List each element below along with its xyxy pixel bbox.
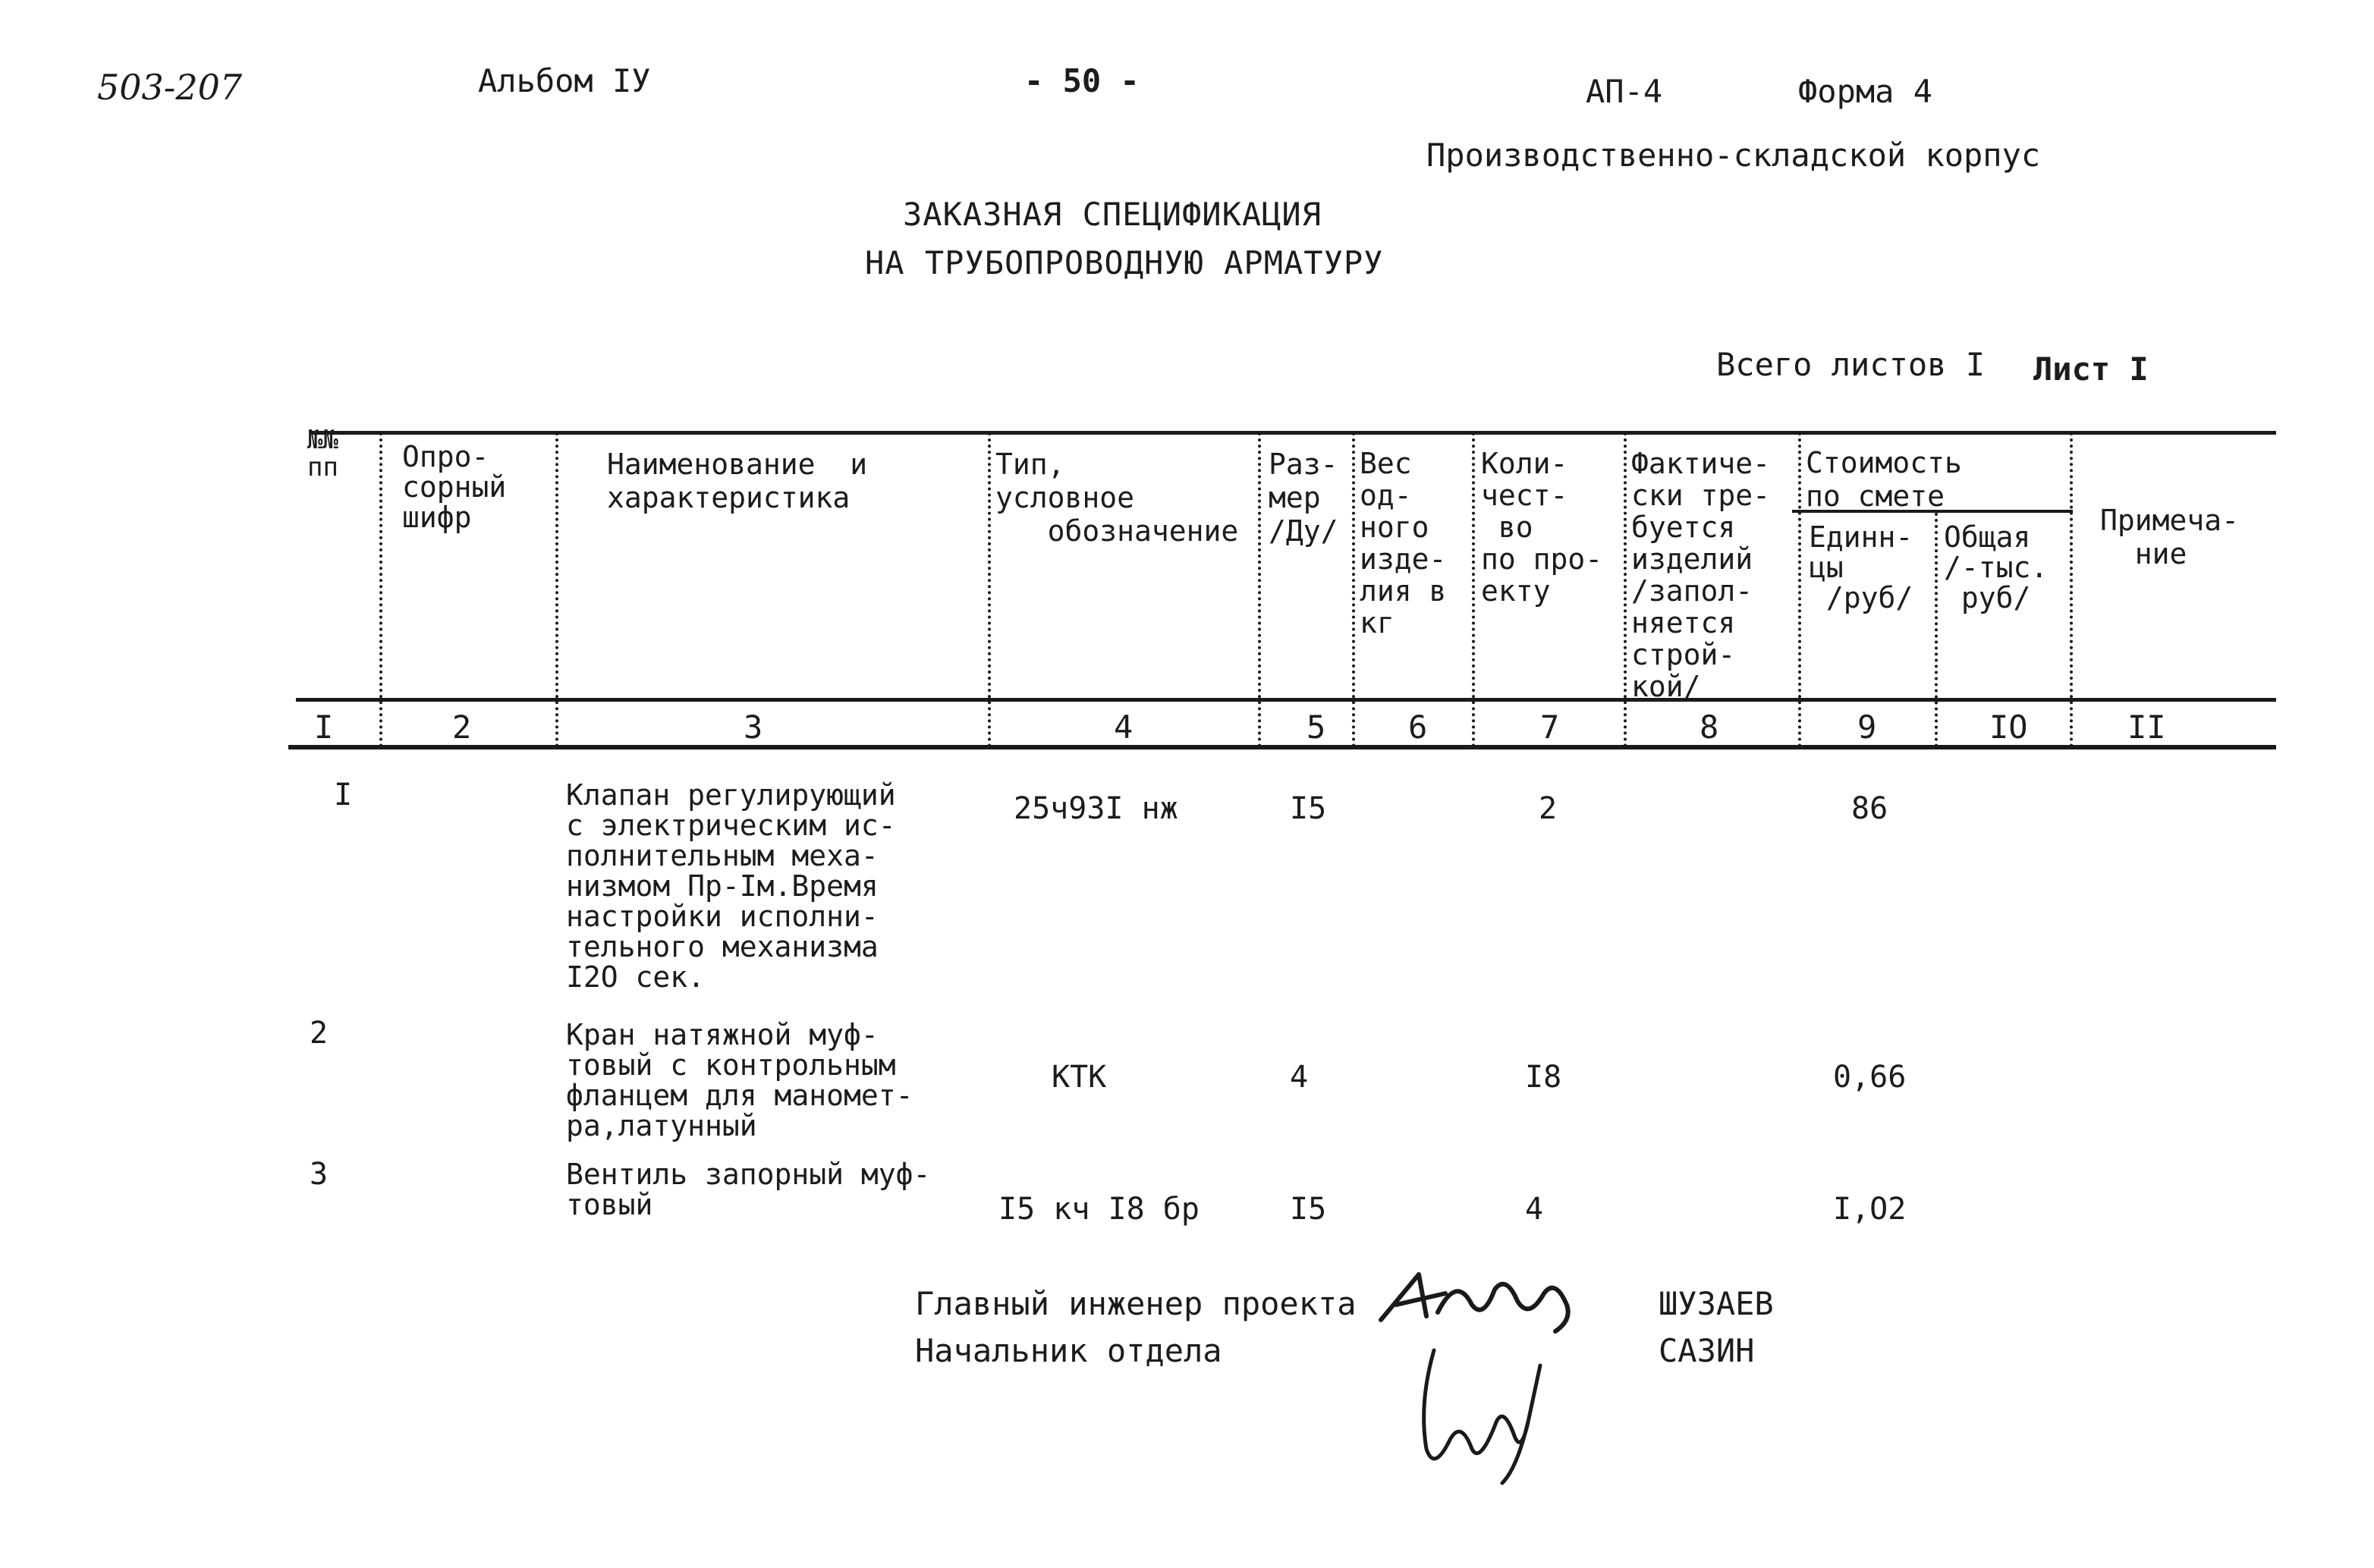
section-code: АП-4 (1586, 73, 1663, 110)
dept-head-signature (1388, 1335, 1563, 1487)
col-header-type: Тип, условное обозначение (995, 448, 1239, 548)
header-bottom-rule (296, 698, 2276, 702)
col-separator (1798, 432, 1801, 747)
col-number: 2 (452, 709, 472, 746)
col-number: 4 (1114, 709, 1134, 746)
col-header-actual: Фактиче- ски тре- буется изделий /запол- няется строй- кой/ (1631, 447, 1771, 703)
building-name: Производственно-складской корпус (1426, 137, 2041, 174)
total-sheets: Всего листов I (1716, 346, 1986, 383)
chief-engineer-name: ШУЗАЕВ (1659, 1285, 1774, 1322)
dept-head-name: САЗИН (1659, 1332, 1755, 1369)
row-number: 3 (310, 1157, 329, 1192)
col-number: IO (1989, 709, 2028, 746)
col-number: 3 (744, 709, 763, 746)
col-separator (555, 432, 558, 747)
row-unit-price: 0,66 (1833, 1060, 1907, 1095)
col-header-size: Раз- мер /Ду/ (1269, 448, 1338, 548)
col-header-name: Наименование и характеристика (607, 448, 868, 514)
row-type: I5 кч I8 бр (998, 1192, 1200, 1227)
form-label: Форма 4 (1798, 73, 1933, 110)
col-number: 6 (1408, 709, 1428, 746)
row-unit-price: I,O2 (1833, 1192, 1907, 1227)
col-number: I (314, 709, 334, 746)
row-number: 2 (310, 1016, 329, 1051)
col-header-code: Опро- сорный шифр (402, 440, 507, 534)
col-number: 7 (1540, 709, 1560, 746)
row-qty: 2 (1539, 791, 1558, 826)
row-type: КТК (1052, 1060, 1107, 1095)
col-separator (1258, 432, 1261, 747)
col-header-num: №№ пп (307, 425, 338, 482)
sheet-number: Лист I (2033, 350, 2149, 388)
col-number: 5 (1306, 709, 1326, 746)
col-header-note: Примеча- ние (2100, 504, 2240, 570)
row-size: I5 (1290, 1192, 1327, 1227)
col-separator (1935, 513, 1938, 747)
col-separator (1352, 432, 1355, 747)
col-header-qty: Коли- чест- во по про- екту (1481, 447, 1603, 608)
row-name: Кран натяжной муф- товый с контрольным фланцем для маномет- ра,латунный (566, 1018, 913, 1142)
col-separator (1472, 432, 1475, 747)
chief-engineer-signature (1373, 1259, 1586, 1343)
album-label: Альбом ІУ (478, 62, 651, 99)
table-top-rule (311, 431, 2276, 435)
dept-head-label: Начальник отдела (915, 1332, 1222, 1369)
col-number: 9 (1857, 709, 1877, 746)
col-separator (988, 432, 991, 747)
col-header-unit-price: Единн- цы /руб/ (1809, 520, 1913, 614)
row-unit-price: 86 (1851, 791, 1888, 826)
col-separator (2070, 432, 2073, 747)
col-number: 8 (1700, 709, 1719, 746)
row-name: Вентиль запорный муф- товый (566, 1158, 931, 1221)
col-separator (379, 432, 382, 747)
doc-code: 503-207 (97, 67, 243, 108)
row-name: Клапан регулирующий с электрическим ис- полнительным меха- низмом Пр-Iм.Время настройки исполни- тельного механизма I2O сек. (566, 778, 896, 994)
col-header-total-price: Общая /-тыс. руб/ (1944, 520, 2049, 614)
row-type: 25ч93I нж (1014, 791, 1178, 826)
chief-engineer-label: Главный инженер проекта (915, 1285, 1357, 1322)
row-number: I (334, 778, 353, 812)
col-separator (1624, 432, 1627, 747)
col-number: II (2127, 709, 2166, 746)
colnum-bottom-rule (288, 745, 2276, 749)
row-size: I5 (1290, 791, 1327, 826)
cost-group-header: Стоимость по смете (1806, 446, 1962, 513)
row-size: 4 (1290, 1060, 1309, 1095)
col-header-weight: Вес од- ного изде- лия в кг (1360, 447, 1447, 639)
page-number: - 50 - (1024, 62, 1140, 99)
title-line-2: НА ТРУБОПРОВОДНУЮ АРМАТУРУ (865, 244, 1384, 281)
row-qty: 4 (1525, 1192, 1544, 1227)
row-qty: I8 (1525, 1060, 1562, 1095)
title-line-1: ЗАКАЗНАЯ СПЕЦИФИКАЦИЯ (903, 196, 1322, 233)
